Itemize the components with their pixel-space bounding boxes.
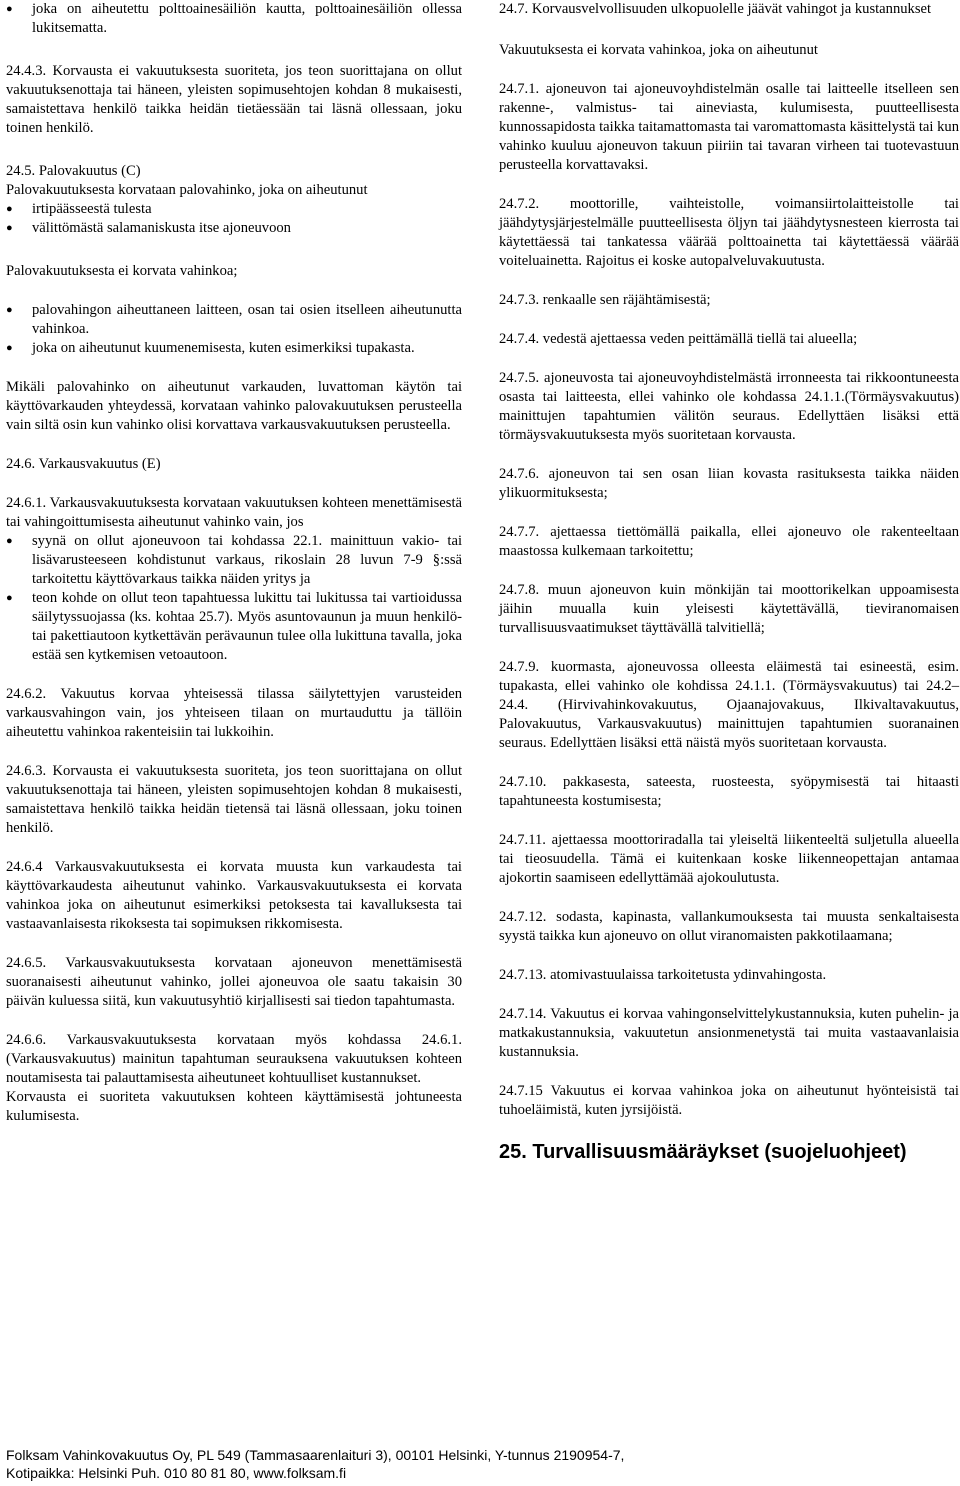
heading-24-7: 24.7. Korvausvelvollisuuden ulkopuolelle jäävät vahingot ja kustannukset [499,1,932,17]
bullet-icon: ● [6,3,13,15]
item-24-7-6: 24.7.6. ajoneuvon tai sen osan liian kovasta rasituksesta taikka näiden ylikuormituksesta; [499,466,959,501]
item-24-7-10: 24.7.10. pakkasesta, sateesta, ruosteesta, syöpymisestä tai hitaasti tapahtuneesta kostumisesta; [499,774,959,809]
left-column [6,0,462,1126]
bullet-text: joka on aiheutettu polttoainesäiliön kautta, polttoainesäiliön ollessa lukitsematta. [32,1,462,36]
bullet-icon: ● [6,304,13,316]
paragraph-break-in: Mikäli palovahinko on aiheutunut varkauden, luvattoman käytön tai käyttövarkauden yhteydessä, korvataan vahinko palovakuutuksen perusteella vain siltä osin kun vahinko olisi korvattava varkausvakuutuksen perusteella. [6,379,462,433]
bullet-icon: ● [6,342,13,354]
paragraph-24-4-3: 24.4.3. Korvausta ei vakuutuksesta suoriteta, jos teon suorittajana on ollut vakuutuksenottaja tai häneen, yleisten sopimusehtojen kohdan 8 mukaisesti, samaistettava henkilö taikka heidän tietäessään tai läsnä ollessaan, joku toinen henkilö. [6,63,462,136]
bullet-item [6,0,462,38]
item-24-7-13: 24.7.13. atomivastuulaissa tarkoitetusta ydinvahingosta. [499,967,827,983]
bullet-item [6,589,462,665]
bullet-text: välittömästä salamaniskusta itse ajoneuvoon [32,220,291,236]
bullet-item [6,200,462,219]
bullet-item [6,219,462,238]
heading-24-5: 24.5. Palovakuutus (C) [6,163,141,179]
bullet-item [6,339,462,358]
footer-line-2: Kotipaikka: Helsinki Puh. 010 80 81 80, www.folksam.fi [6,1465,347,1481]
item-24-7-4: 24.7.4. vedestä ajettaessa veden peittämällä tiellä tai alueella; [499,331,858,347]
paragraph-24-6-4: 24.6.4 Varkausvakuutuksesta ei korvata muusta kun varkaudesta tai käyttövarkaudesta aiheutunut vahinko. Varkausvakuutuksesta ei korvata vahinkoa joka on aiheutunut esimerkiksi petoksesta tai kavalluksesta tai vastaavanlaisesta rikoksesta tai sopimuksen rikkomisesta. [6,859,462,932]
paragraph-24-6-5: 24.6.5. Varkausvakuutuksesta korvataan ajoneuvon menettämisestä suoranaisesti aiheutunut vahinko, jollei ajoneuvoa ole saatu takaisin 30 päivän kuluessa siitä, kun vakuutusyhtiö kirjallisesti sai tiedon tapahtumasta. [6,955,462,1009]
item-24-7-2: 24.7.2. moottorille, vaihteistolle, voimansiirtolaitteistolle tai jäähdytysjärjestelmälle puutteellisesta öljyn tai jäähdytysnesteen kierrosta tai käytettäessä tai tankatessa väärää polttoainetta tai käytettäessä väärää voiteluainetta. Rajoitus ei koske autopalveluvakuutusta. [499,196,959,269]
paragraph-24-5-intro: Palovakuutuksesta korvataan palovahinko, joka on aiheutunut [6,182,368,198]
bullet-text: palovahingon aiheuttaneen laitteen, osan tai osien itselleen aiheutunutta vahinkoa. [32,302,462,337]
item-24-7-15: 24.7.15 Vakuutus ei korvaa vahinkoa joka on aiheutunut hyönteisistä tai tuhoeläimistä, kuten jyrsijöistä. [499,1083,959,1118]
paragraph-24-6-3: 24.6.3. Korvausta ei vakuutuksesta suoriteta, jos teon suorittajana on ollut vakuutuksenottaja tai häneen, yleisten sopimusehtojen kohdan 8 mukaisesti, samaistettava henkilö taikka heidän tietensä tai läsnä ollessaan, joku toinen henkilö. [6,763,462,836]
item-24-7-1: 24.7.1. ajoneuvon tai ajoneuvoyhdistelmän osalle tai laitteelle itselleen sen rakenne-, valmistus- tai aineviasta, kulumisesta, puutteellisesta kunnossapidosta taikka taitamattomasta tai varomattomasta käsittelystä tai kun vahinko kuuluu ajoneuvon takuun piiriin tai tavaran virheen tai tuotevastuun perusteella korvattavaksi. [499,81,959,173]
item-24-7-7: 24.7.7. ajettaessa tiettömällä paikalla, ellei ajoneuvo ole rakenteeltaan maastossa kulkemaan tarkoitettu; [499,524,959,559]
bullet-icon: ● [6,222,13,234]
item-24-7-14: 24.7.14. Vakuutus ei korvaa vahingonselvittelykustannuksia, kuten puhelin- ja matkakustannuksia, vakuutetun ansionmenetystä tai muita vastaavanlaisia kustannuksia. [499,1006,959,1060]
item-24-7-12: 24.7.12. sodasta, kapinasta, vallankumouksesta tai muusta senkaltaisesta syystä taikka kun ajoneuvo on ollut viranomaisten pakkotilaamana; [499,909,959,944]
bullet-text: syynä on ollut ajoneuvoon tai kohdassa 22.1. mainittuun vakio- tai lisävarusteeseen kohdistunut varkaus, rikoslain 28 luvun 7-9 §:ssä tarkoitettu käyttövarkaus taikka näiden yritys ja [32,533,462,587]
paragraph-24-6-1: 24.6.1. Varkausvakuutuksesta korvataan vakuutuksen kohteen menettämisestä tai vahingoittumisesta aiheutunut vahinko vain, jos [6,495,462,530]
bullet-text: teon kohde on ollut teon tapahtuessa lukittu tai lukitussa tai vartioidussa säilytyssuojassa (ks. kohtaa 25.7). Myös asuntovaunun ja muun henkilö- tai pakettiautoon kytkettävän perävaunun tulee olla lukittuna tavalla, joka estää sen kytkemisen vetoautoon. [32,590,462,663]
page-footer [6,1446,956,1482]
item-24-7-8: 24.7.8. muun ajoneuvon kuin mönkijän tai moottorikelkan uppoamisesta jäihin muualla kuin yleisesti käytettävällä, tieviranomaisen turvallisuusvaatimukset täyttävällä talvitiellä; [499,582,959,636]
heading-24-6: 24.6. Varkausvakuutus (E) [6,456,161,472]
right-column [499,0,959,1164]
item-24-7-3: 24.7.3. renkaalle sen räjähtämisestä; [499,292,711,308]
footer-line-1: Folksam Vahinkovakuutus Oy, PL 549 (Tammasaarenlaituri 3), 00101 Helsinki, Y-tunnus 2190954-7, [6,1447,625,1463]
bullet-icon: ● [6,203,13,215]
item-24-7-5: 24.7.5. ajoneuvosta tai ajoneuvoyhdistelmästä irronneesta tai rikkoontuneesta osasta tai laitteesta, ellei vahinko ole kohdassa 24.1.1.(Törmäysvakuutus) mainittujen tapahtumien välitön seuraus. Edellyttäen lisäksi että törmäysvakuutuksesta myös suoritetaan korvausta. [499,370,959,443]
paragraph-not-covered: Palovakuutuksesta ei korvata vahinkoa; [6,263,238,279]
bullet-text: joka on aiheutunut kuumenemisesta, kuten esimerkiksi tupakasta. [32,340,415,356]
bullet-icon: ● [6,592,13,604]
bullet-item [6,532,462,589]
paragraph-24-6-2: 24.6.2. Vakuutus korvaa yhteisessä tilassa säilytettyjen varusteiden varkausvahingon vain, jos yhteiseen tilaan on murtauduttu ja tällöin aiheutettu vahinkoa rakenteisiin tai lukkoihin. [6,686,462,740]
paragraph-24-6-6: 24.6.6. Varkausvakuutuksesta korvataan myös kohdassa 24.6.1. (Varkausvakuutus) mainitun tapahtuman seurauksena vakuutuksen kohteen noutamisesta tai palauttamisesta aiheutuneet kohtuulliset kustannukset. [6,1032,462,1086]
bullet-icon: ● [6,535,13,547]
heading-25: 25. Turvallisuusmääräykset (suojeluohjeet) [499,1141,907,1163]
item-24-7-11: 24.7.11. ajettaessa moottoriradalla tai yleiseltä liikenteeltä suljetulla alueella tai tieosuudella. Tämä ei kuitenkaan koske liikenneopettajan antamaa ajokortin saamiseen edellyttämää ajokoulutusta. [499,832,959,886]
paragraph-24-7-intro: Vakuutuksesta ei korvata vahinkoa, joka on aiheutunut [499,42,818,58]
bullet-text: irtipäässeestä tulesta [32,201,152,217]
paragraph-24-6-6b: Korvausta ei suoriteta vakuutuksen kohteen käyttämisestä johtuneesta kulumisesta. [6,1089,462,1124]
item-24-7-9: 24.7.9. kuormasta, ajoneuvossa olleesta eläimestä tai esineestä, esim. tupakasta, ellei vahinko ole kohdissa 24.1.1. (Törmäysvakuutus) tai 24.2–24.4. (Hirvivahinkovakuutus, Ojaanajovakuus, Ilkivaltavakuutus, Palovakuutus, Varkausvakuutus) mainittujen tapahtumien suoranainen seuraus. Edellyttäen lisäksi että näistä myös suoritetaan korvausta. [499,659,959,751]
bullet-item [6,301,462,339]
